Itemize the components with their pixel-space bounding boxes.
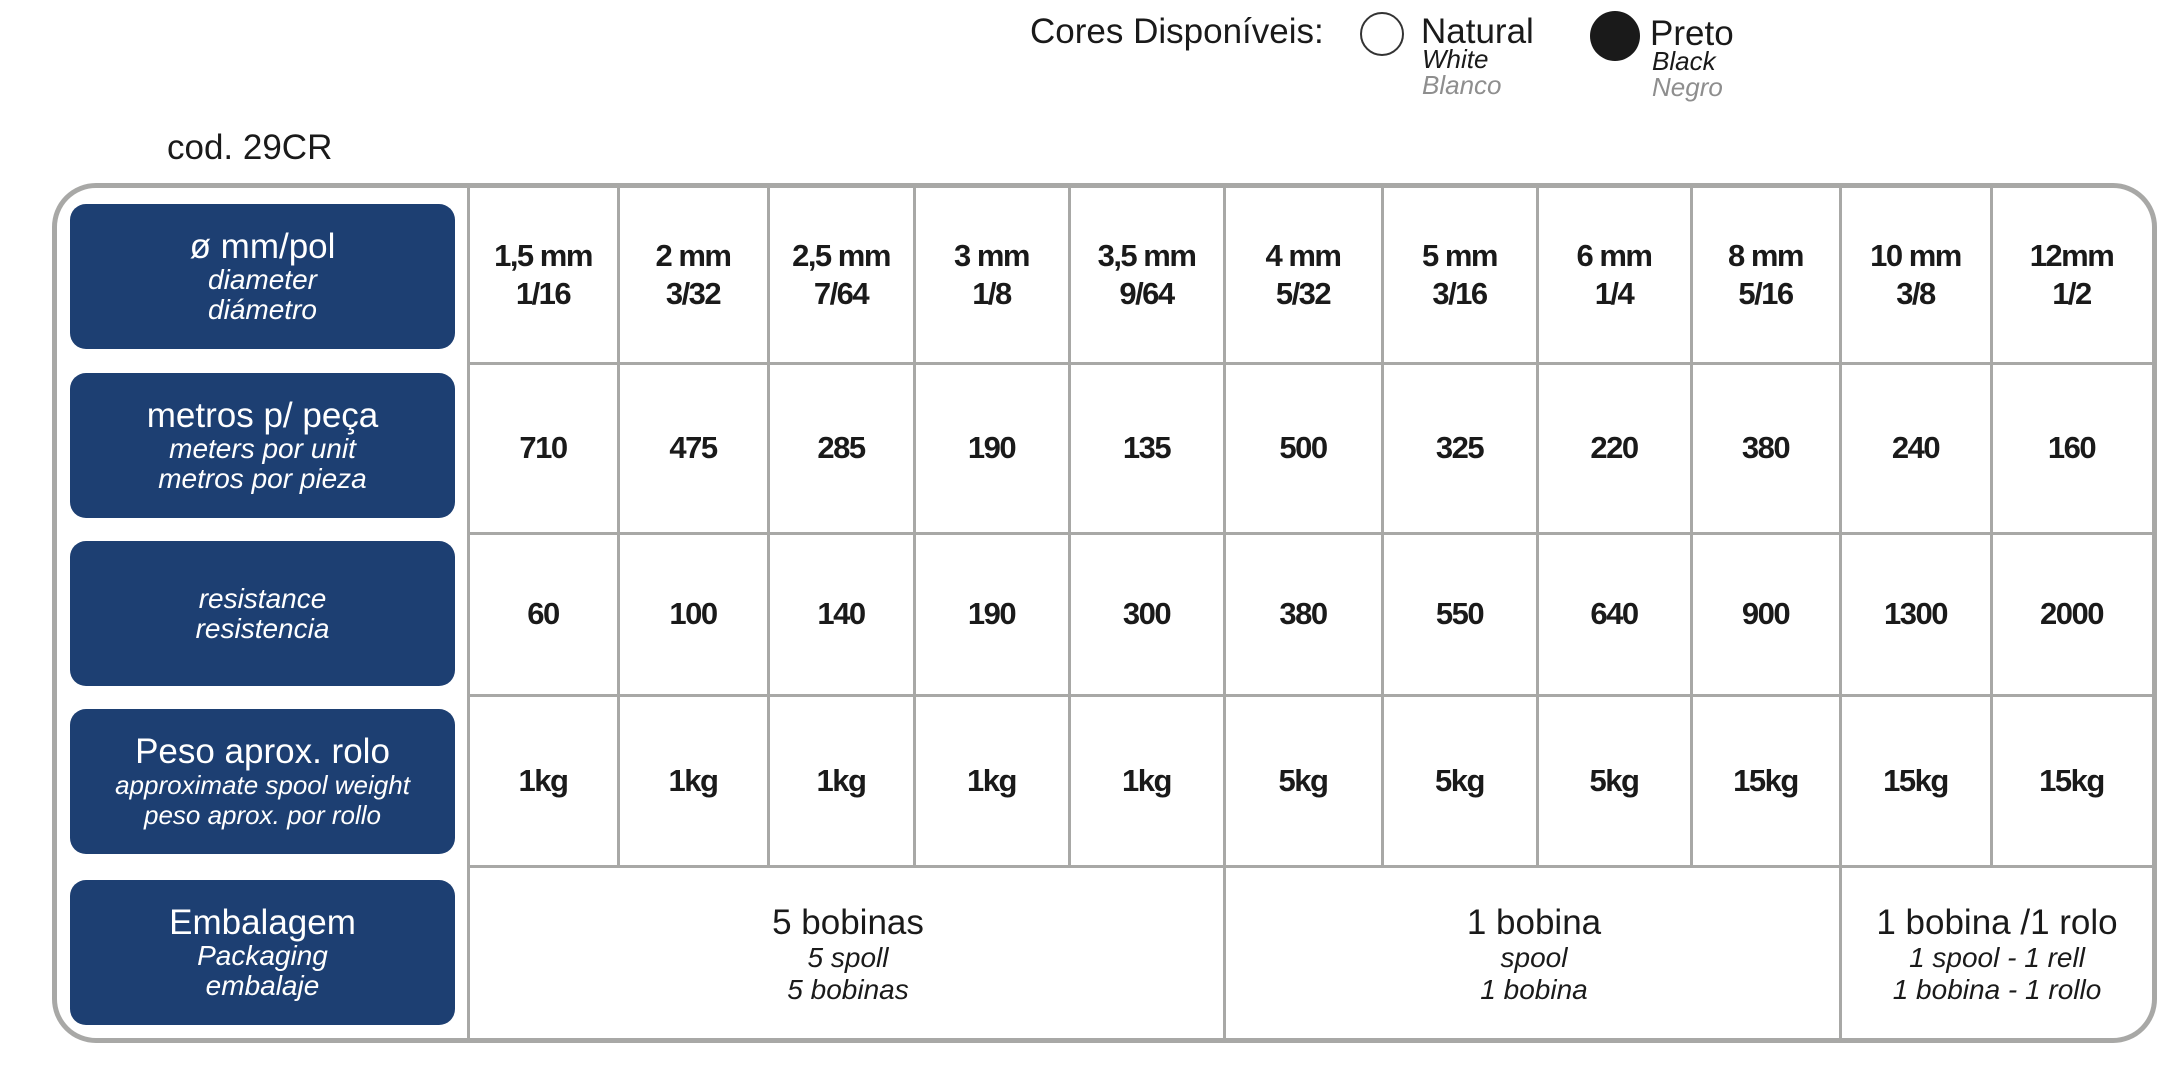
- table-cell-meters: [1224, 363, 1382, 533]
- meters-value: 380: [1741, 430, 1790, 465]
- meters-value: 190: [967, 430, 1016, 465]
- table-cell-diameter: [618, 186, 768, 363]
- table-cell-resistance: [914, 533, 1069, 695]
- row-label-diameter-en: diameter: [208, 263, 317, 295]
- packaging-group-2-en: spool: [1500, 942, 1568, 973]
- table-cell-diameter: [1840, 186, 1991, 363]
- row-label-weight: [70, 709, 455, 854]
- diameter-value: 3/8: [1896, 275, 1935, 311]
- diameter-value: 10 mm: [1870, 237, 1961, 273]
- meters-value: 135: [1122, 430, 1171, 465]
- diameter-value: 1/8: [972, 275, 1011, 311]
- color-name-preto-es: Negro: [1652, 72, 1723, 102]
- diameter-value: 5/16: [1738, 275, 1793, 311]
- packaging-group-3-pt: 1 bobina /1 rolo: [1876, 903, 2118, 942]
- diameter-value: 1/16: [515, 275, 571, 311]
- resistance-value: 140: [817, 596, 865, 631]
- table-cell-resistance: [468, 533, 618, 695]
- diameter-value: 9/64: [1119, 275, 1174, 311]
- table-cell-resistance: [1537, 533, 1691, 695]
- table-cell-weight: [1069, 695, 1224, 866]
- packaging-group-1-en: 5 spoll: [807, 942, 889, 973]
- packaging-group-3-en: 1 spool - 1 rell: [1909, 942, 2085, 973]
- resistance-value: 640: [1590, 596, 1638, 631]
- color-name-natural: Natural: [1421, 12, 1534, 51]
- natural-color-swatch: [1360, 12, 1404, 56]
- weight-value: 15kg: [1883, 762, 1948, 798]
- table-cell-diameter: [1537, 186, 1691, 363]
- table-cell-meters: [618, 363, 768, 533]
- row-label-diameter: [70, 204, 455, 349]
- meters-value: 475: [669, 430, 717, 465]
- table-cell-meters: [1382, 363, 1537, 533]
- table-cell-diameter: [1069, 186, 1224, 363]
- resistance-value: 300: [1122, 596, 1171, 631]
- row-label-weight-pt: Peso aprox. rolo: [135, 731, 390, 771]
- table-cell-diameter: [1691, 186, 1840, 363]
- table-cell-meters: [1537, 363, 1691, 533]
- table-cell-meters: [768, 363, 914, 533]
- table-cell-resistance: [768, 533, 914, 695]
- diameter-value: 1/4: [1594, 275, 1634, 311]
- diameter-value: 1,5 mm: [494, 237, 592, 273]
- table-cell-weight: [768, 695, 914, 866]
- packaging-group-3-es: 1 bobina - 1 rollo: [1892, 974, 2102, 1005]
- table-cell-diameter: [468, 186, 618, 363]
- row-label-packaging: [70, 880, 455, 1025]
- diameter-value: 4 mm: [1265, 237, 1341, 273]
- row-label-meters-en: meters por unit: [169, 432, 356, 464]
- packaging-group-1: [470, 870, 1226, 1040]
- table-cell-weight: [1691, 695, 1840, 866]
- meters-value: 160: [2047, 430, 2096, 465]
- row-label-meters-pt: metros p/ peça: [146, 395, 379, 435]
- packaging-group-2-pt: 1 bobina: [1466, 903, 1602, 942]
- weight-value: 5kg: [1278, 762, 1328, 798]
- row-label-packaging-pt: Embalagem: [169, 902, 356, 942]
- table-cell-resistance: [618, 533, 768, 695]
- row-label-diameter-pt: ø mm/pol: [189, 226, 336, 266]
- meters-value: 325: [1435, 430, 1484, 465]
- diameter-value: 5 mm: [1422, 237, 1497, 273]
- table-cell-weight: [1840, 695, 1991, 866]
- table-cell-diameter: [1991, 186, 2152, 363]
- row-label-resistance: [70, 541, 455, 686]
- table-cell-resistance: [1691, 533, 1840, 695]
- resistance-value: 2000: [2040, 596, 2103, 631]
- packaging-group-2: [1226, 870, 1842, 1040]
- diameter-value: 3,5 mm: [1097, 237, 1196, 273]
- table-cell-weight: [618, 695, 768, 866]
- table-cell-diameter: [1382, 186, 1537, 363]
- table-cell-meters: [1691, 363, 1840, 533]
- resistance-value: 60: [527, 596, 559, 631]
- diameter-value: 7/64: [813, 275, 869, 311]
- packaging-group-3: [1842, 870, 2152, 1040]
- available-colors-label: Cores Disponíveis:: [1030, 12, 1324, 51]
- weight-value: 1kg: [518, 762, 568, 798]
- row-label-meters: [70, 373, 455, 518]
- table-cell-weight: [1382, 695, 1537, 866]
- packaging-group-2-es: 1 bobina: [1480, 974, 1588, 1005]
- table-cell-weight: [1224, 695, 1382, 866]
- resistance-value: 1300: [1884, 596, 1947, 631]
- diameter-value: 5/32: [1275, 275, 1331, 311]
- table-cell-weight: [468, 695, 618, 866]
- row-label-resistance-en: resistance: [198, 582, 327, 614]
- table-cell-resistance: [1840, 533, 1991, 695]
- table-cell-resistance: [1382, 533, 1537, 695]
- meters-value: 710: [519, 430, 567, 465]
- table-cell-weight: [1537, 695, 1691, 866]
- table-cell-weight: [914, 695, 1069, 866]
- diameter-value: 1/2: [2052, 275, 2091, 311]
- diameter-value: 6 mm: [1576, 237, 1652, 273]
- weight-value: 1kg: [1122, 762, 1171, 798]
- row-label-weight-en: approximate spool weight: [115, 769, 410, 800]
- resistance-value: 380: [1279, 596, 1327, 631]
- row-label-meters-es: metros por pieza: [158, 462, 367, 494]
- color-name-preto-en: Black: [1652, 46, 1716, 76]
- table-cell-meters: [1991, 363, 2152, 533]
- table-cell-meters: [1840, 363, 1991, 533]
- meters-value: 285: [817, 430, 865, 465]
- resistance-value: 190: [967, 596, 1016, 631]
- table-cell-resistance: [1991, 533, 2152, 695]
- diameter-value: 2,5 mm: [792, 237, 890, 273]
- meters-value: 220: [1590, 430, 1638, 465]
- meters-value: 240: [1891, 430, 1940, 465]
- table-cell-resistance: [1069, 533, 1224, 695]
- table-cell-diameter: [1224, 186, 1382, 363]
- weight-value: 5kg: [1435, 762, 1484, 798]
- row-label-packaging-en: Packaging: [197, 939, 328, 971]
- color-name-natural-es: Blanco: [1422, 70, 1502, 100]
- diameter-value: 3 mm: [954, 237, 1029, 273]
- row-label-diameter-es: diámetro: [208, 293, 317, 325]
- packaging-group-1-es: 5 bobinas: [787, 974, 909, 1005]
- diameter-value: 3/32: [665, 275, 721, 311]
- table-cell-meters: [468, 363, 618, 533]
- weight-value: 15kg: [1733, 762, 1798, 798]
- weight-value: 1kg: [967, 762, 1016, 798]
- table-cell-diameter: [914, 186, 1069, 363]
- table-cell-meters: [914, 363, 1069, 533]
- packaging-group-1-pt: 5 bobinas: [772, 903, 924, 942]
- meters-value: 500: [1279, 430, 1327, 465]
- resistance-value: 100: [669, 596, 717, 631]
- product-code: cod. 29CR: [167, 128, 333, 167]
- row-label-packaging-es: embalaje: [205, 969, 320, 1001]
- weight-value: 1kg: [816, 762, 866, 798]
- table-cell-diameter: [768, 186, 914, 363]
- color-name-natural-en: White: [1422, 44, 1489, 74]
- diameter-value: 8 mm: [1728, 237, 1803, 273]
- table-cell-resistance: [1224, 533, 1382, 695]
- row-label-resistance-es: resistencia: [195, 612, 330, 644]
- diameter-value: 2 mm: [655, 237, 731, 273]
- resistance-value: 900: [1741, 596, 1790, 631]
- diameter-value: 3/16: [1432, 275, 1487, 311]
- table-cell-weight: [1991, 695, 2152, 866]
- table-cell-meters: [1069, 363, 1224, 533]
- row-label-weight-es: peso aprox. por rollo: [143, 799, 382, 830]
- diameter-value: 12mm: [2029, 237, 2114, 273]
- weight-value: 15kg: [2039, 762, 2104, 798]
- weight-value: 5kg: [1589, 762, 1639, 798]
- resistance-value: 550: [1435, 596, 1484, 631]
- color-name-preto: Preto: [1650, 14, 1734, 53]
- black-color-swatch: [1590, 11, 1640, 61]
- weight-value: 1kg: [668, 762, 718, 798]
